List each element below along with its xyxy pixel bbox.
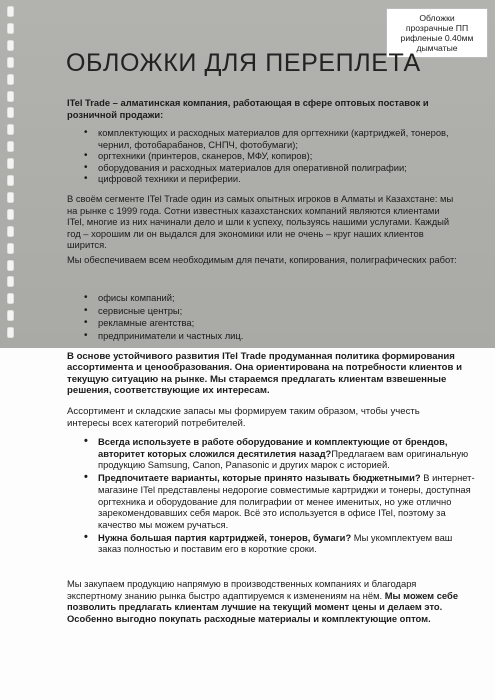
services-paragraph: Мы обеспечиваем всем необходимым для печати, копирования, полиграфических работ:: [67, 254, 457, 265]
closing-highlight: Мы можем себе позволить предлагать клиентам лучшие на текущий момент цены и делаем это. Особенно выгодно покупать расходные материалы и комплектующие оптом.: [67, 589, 459, 624]
binding-hole: [7, 243, 14, 254]
binding-hole: [7, 40, 14, 51]
list-item: • оргтехники (принтеров, сканеров, МФУ, копиров);: [84, 150, 464, 162]
clients-list: [84, 292, 384, 342]
offer-answer: Предлагаем вам оригинальную продукцию Samsung, Canon, Panasonic и других марок с историей.: [98, 447, 469, 471]
list-item: [84, 532, 476, 555]
binding-hole: [7, 310, 14, 321]
history-paragraph: В своём сегменте ITel Trade один из самых опытных игроков в Алматы и Казахстане: мы на рынке с 1999 года. Сотни известных казахстанских компаний являются клиентами ITel, многие из них начинали дело и шли к успеху, пользуясь нашими услугами. Каждый год – хорошим ли он выдался для экономики или не очень – круг наших клиентов ширится.: [67, 193, 454, 251]
binding-hole: [7, 158, 14, 169]
list-item: • цифровой техники и периферии.: [84, 173, 464, 185]
intro-paragraph: ITel Trade – алматинская компания, работающая в сфере оптовых поставок и розничной продажи:: [67, 97, 429, 120]
sticker-line: Обложки: [419, 13, 455, 23]
offer-answer: В интернет-магазине ITel представлены недорогие совместимые картриджи и тонеры, доступная оргтехника и оборудование для полиграфии от менее именитых, но уже отлично зарекомендовавших себя марок. Всё это используется в офисе ITel, поэтому за качество мы можем ручаться.: [98, 472, 475, 530]
list-item: • офисы компаний;: [84, 292, 384, 305]
page-title: ОБЛОЖКИ ДЛЯ ПЕРЕПЛЕТА: [66, 49, 421, 77]
binding-hole: [7, 260, 14, 271]
binding-hole: [7, 6, 14, 17]
sticker-line: дымчатые: [416, 43, 458, 53]
binding-hole: [7, 74, 14, 85]
sticker-line: прозрачные ПП: [405, 23, 469, 33]
offer-answer: Мы укомплектуем ваш заказ полностью и поставим его в короткие сроки.: [98, 531, 453, 555]
binding-hole: [7, 293, 14, 304]
policy-paragraph: В основе устойчивого развития ITel Trade продуманная политика формирования ассортимента и ценообразования. Она ориентирована на потребности клиентов и текущую ситуацию на рынке. Мы стараемся предлагать клиентам взвешенные решения, соответствующие их интересам.: [67, 351, 462, 397]
list-item: [84, 472, 476, 531]
binding-hole: [7, 192, 14, 203]
products-list: [84, 127, 464, 185]
offer-question: Всегда используете в работе оборудование и комплектующие от брендов, авторитет которых сложился десятилетия назад?: [98, 436, 448, 459]
binding-hole: [7, 141, 14, 152]
offer-question: Предпочитаете варианты, которые принято называть бюджетными?: [98, 472, 421, 484]
list-item: • комплектующих и расходных материалов для оргтехники (картриджей, тонеров, чернил, фотобарабанов, СНПЧ, фотобумаги);: [84, 127, 464, 150]
list-item: • предприниматели и частных лиц.: [84, 330, 384, 343]
sticker-line: рифленые 0.40мм: [400, 33, 474, 43]
binding-hole: [7, 175, 14, 186]
binding-hole: [7, 276, 14, 287]
assortment-paragraph: Ассортимент и складские запасы мы формируем таким образом, чтобы учесть интересы всех категорий потребителей.: [67, 406, 420, 429]
binding-hole: [7, 57, 14, 68]
binding-hole: [7, 107, 14, 118]
offers-list: [84, 436, 476, 556]
list-item: [84, 436, 476, 471]
closing-paragraph: [67, 578, 465, 624]
binding-hole: [7, 209, 14, 220]
binding-hole: [7, 327, 14, 338]
binding-holes: [7, 6, 15, 346]
list-item: • сервисные центры;: [84, 305, 384, 318]
list-item: • рекламные агентства;: [84, 317, 384, 330]
binding-hole: [7, 124, 14, 135]
binding-hole: [7, 226, 14, 237]
binding-hole: [7, 91, 14, 102]
binding-hole: [7, 23, 14, 34]
closing-text: Мы закупаем продукцию напрямую в производственных компаниях и благодаря экспертному знанию рынка быстро адаптируемся к изменениям на нём.: [67, 578, 417, 601]
list-item: • оборудования и расходных материалов для оперативной полиграфии;: [84, 162, 464, 174]
offer-question: Нужна большая партия картриджей, тонеров, бумаги?: [98, 531, 352, 543]
